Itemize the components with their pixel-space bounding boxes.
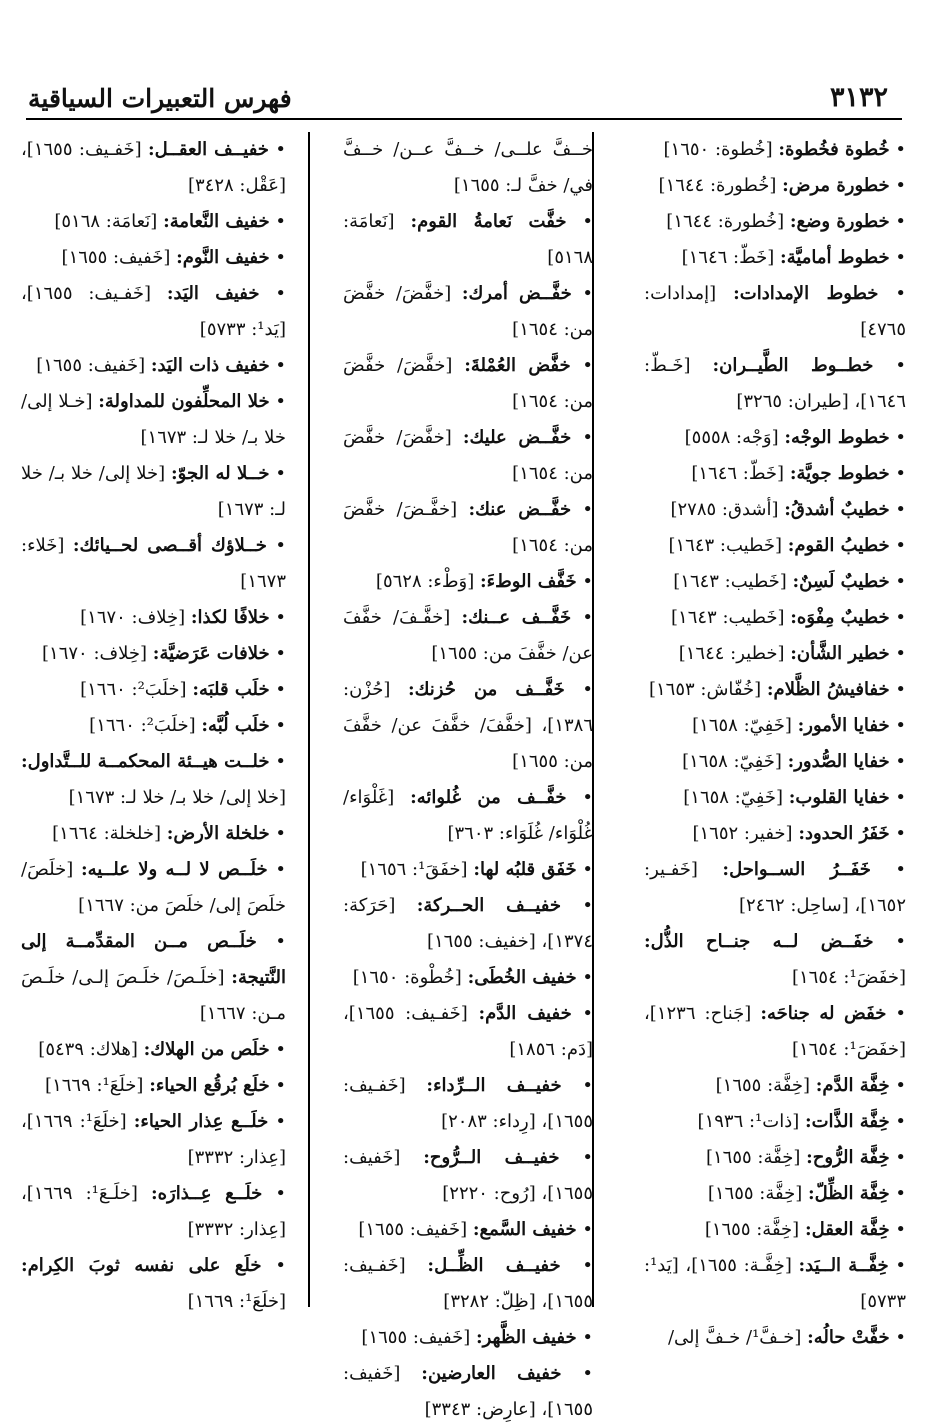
entry-headword: خلخلة الأرض: bbox=[166, 823, 270, 844]
entry-headword: خلَــص لا لــه ولا علــيه: bbox=[80, 859, 268, 880]
entry-reference: [خفَّـضَ/ خفَّضَ من: ١٦٥٤] bbox=[343, 499, 593, 556]
entry-headword: خفَّت نَعامةُ القوم: bbox=[410, 211, 567, 232]
entry-reference: [خلَـعَ¹: ١٦٦٩]، [عِذار: ٣٣٣٢] bbox=[21, 1183, 286, 1240]
index-entry bbox=[644, 672, 906, 708]
entry-reference: [ذات¹: ١٩٣٦] bbox=[697, 1111, 800, 1132]
entry-reference: [خَطيب: ١٦٤٣] bbox=[668, 535, 782, 556]
index-entry bbox=[644, 528, 906, 564]
entry-reference: [خَطّ: ١٦٤٦] bbox=[681, 247, 775, 268]
entry-headword: خفايا الصُّدور: bbox=[787, 751, 890, 772]
entry-reference: [خطير: ١٦٤٤] bbox=[678, 643, 785, 664]
index-entry bbox=[21, 1032, 286, 1068]
entry-reference: [خَفـيف: ١٦٥٥]، [رِداء: ٢٠٨٣] bbox=[343, 1075, 593, 1132]
entry-reference: [نَعامَة: ٥١٦٨] bbox=[343, 211, 593, 268]
entry-reference: [خلا إلى/ خلا بـ/ خلا لـ: ١٦٧٣] bbox=[68, 787, 286, 808]
entry-headword: خفيف الدَّم: bbox=[478, 1003, 572, 1024]
entry-reference: [خَفـيف: ١٦٥٥]، [يَد¹: ٥٧٣٣] bbox=[21, 283, 286, 340]
entry-reference: [هلاك: ٥٤٣٩] bbox=[38, 1039, 138, 1060]
entry-headword: خــلا له الجوّ: bbox=[171, 463, 270, 484]
index-entry bbox=[644, 1140, 906, 1176]
entry-headword: خفافيشُ الظَّلام: bbox=[766, 679, 890, 700]
entry-headword: خطيبٌ مِفْوَه: bbox=[790, 607, 890, 628]
index-entry bbox=[644, 348, 906, 420]
entry-headword: خُطوة فخُطوة: bbox=[778, 139, 890, 160]
entry-headword: خِفَّة الظِّلّ: bbox=[807, 1183, 890, 1204]
entry-headword: خطوط أماميَّة: bbox=[780, 247, 890, 268]
entry-headword: خفَّــض عنك: bbox=[468, 499, 572, 520]
entry-reference: [خفَّـفَ/ خفَّفَ عن/ خفَّفَ من: ١٦٥٥] bbox=[343, 607, 593, 664]
index-entry bbox=[343, 1248, 593, 1320]
entry-headword: خطورة مرض: bbox=[782, 175, 890, 196]
entry-reference: [خفَقَ¹: ١٦٥٦] bbox=[360, 859, 468, 880]
index-entry bbox=[21, 1176, 286, 1248]
entry-reference: [خلخلة: ١٦٦٤] bbox=[52, 823, 161, 844]
index-entry bbox=[644, 132, 906, 168]
index-entry bbox=[343, 888, 593, 960]
entry-headword: خطيبٌ أشدقُ: bbox=[784, 499, 890, 520]
index-entry bbox=[343, 132, 593, 204]
entry-reference: [جَناح: ١٢٣٦]، [خفَضَ¹: ١٦٥٤] bbox=[644, 1003, 906, 1060]
entry-headword: خطير الشَّأن: bbox=[790, 643, 890, 664]
index-entry bbox=[644, 1320, 906, 1356]
index-entry bbox=[21, 924, 286, 1032]
index-entry bbox=[644, 240, 906, 276]
index-entry bbox=[343, 492, 593, 564]
entry-reference: [خـفَّ¹/ خـفَّ إلى/ bbox=[667, 1327, 802, 1348]
entry-headword: خِفَّة الذَّات: bbox=[804, 1111, 890, 1132]
entry-headword: خفَض له جناحَه: bbox=[760, 1003, 887, 1024]
entry-headword: خلَص من الهلاك: bbox=[143, 1039, 270, 1060]
entry-reference: [غَلْوَاء/ غُلْوَاء/ غُلَوَاء: ٣٦٠٣] bbox=[343, 787, 593, 844]
entry-reference: [خُطوة: ١٦٥٠] bbox=[663, 139, 773, 160]
entry-reference: [إمدادات: ٤٧٦٥] bbox=[644, 283, 906, 340]
index-entry bbox=[644, 1176, 906, 1212]
column-divider-left bbox=[308, 132, 310, 1307]
entry-headword: خطوط جويَّة: bbox=[789, 463, 890, 484]
index-entry bbox=[21, 204, 286, 240]
index-entry bbox=[644, 1104, 906, 1140]
index-entry bbox=[343, 600, 593, 672]
index-entry bbox=[21, 708, 286, 744]
index-entry bbox=[644, 600, 906, 636]
entry-headword: خَفَق قلبُه لها: bbox=[473, 859, 577, 880]
index-entry bbox=[343, 996, 593, 1068]
entry-reference: [خِفَّـة: ١٦٥٥]، [يَد¹: ٥٧٣٣] bbox=[644, 1255, 906, 1312]
index-entry bbox=[343, 852, 593, 888]
entry-headword: خلافًا لكذا: bbox=[190, 607, 270, 628]
entry-headword: خلَــع عِــذارَه: bbox=[150, 1183, 263, 1204]
entry-headword: خفيف الظَّهر: bbox=[475, 1327, 577, 1348]
entry-reference: [خـلا إلى/ خلا بـ/ خلا لـ: ١٦٧٣] bbox=[21, 391, 286, 448]
index-entry bbox=[343, 348, 593, 420]
entry-headword: خلَــع عِذار الحياء: bbox=[133, 1111, 269, 1132]
page-number: ٣١٣٢ bbox=[829, 82, 888, 113]
entry-headword: خفايا القلوب: bbox=[788, 787, 890, 808]
entry-reference: [حَرَكة: ١٣٧٤]، [خفيف: ١٦٥٥] bbox=[343, 895, 593, 952]
index-entry bbox=[644, 708, 906, 744]
index-entry bbox=[644, 852, 906, 924]
entry-reference: [خلَـصَ/ خلَـصَ إلـى/ خلَـصَ مـن: ١٦٦٧] bbox=[21, 967, 286, 1024]
entry-reference: [خَفيف: ١٦٥٥] bbox=[61, 247, 171, 268]
page-header bbox=[26, 80, 902, 120]
index-entry bbox=[644, 1248, 906, 1320]
entry-reference: [خَفِيّ: ١٦٥٨] bbox=[682, 751, 782, 772]
entry-reference: [خَفـيف: ١٦٥٥]، [ظِلّ: ٣٢٨٢] bbox=[343, 1255, 593, 1312]
entry-headword: خلَع بُرقُع الحياء: bbox=[149, 1075, 270, 1096]
index-entry bbox=[21, 816, 286, 852]
index-entry bbox=[21, 348, 286, 384]
entry-headword: خفيف الخُطَى: bbox=[467, 967, 577, 988]
entry-headword: خطوط الإمدادات: bbox=[733, 283, 879, 304]
entry-reference: [خُطورة: ١٦٤٤] bbox=[666, 211, 785, 232]
entry-reference: [خَفـير: ١٦٥٢]، [ساحِل: ٢٤٦٢] bbox=[644, 859, 906, 916]
entry-reference: [خَلاء: ١٦٧٣] bbox=[21, 535, 286, 592]
entry-headword: خفَّــض عليك: bbox=[462, 427, 572, 448]
entry-reference: [خَفيف: ١٦٥٥]، [رُوح: ٢٢٢٠] bbox=[343, 1147, 593, 1204]
entry-reference: [خِفَّة: ١٦٥٥] bbox=[704, 1219, 800, 1240]
entry-headword: خفيف العارضين: bbox=[421, 1363, 562, 1384]
entry-reference: [خِلاف: ١٦٧٠] bbox=[42, 643, 148, 664]
running-title: فهرس التعبيرات السياقية bbox=[28, 84, 292, 113]
entry-headword: خفيف ذات اليَد: bbox=[150, 355, 270, 376]
entry-headword: خفيــف الحــركة: bbox=[416, 895, 561, 916]
entry-reference: [خَطّ: ١٦٤٦] bbox=[691, 463, 785, 484]
entry-reference: [خفَّضَ/ خفَّضَ من: ١٦٥٤] bbox=[343, 283, 593, 340]
index-entry bbox=[343, 1356, 593, 1428]
entry-reference: [خَـطّ: ١٦٤٦]، [طيران: ٣٢٦٥] bbox=[644, 355, 906, 412]
index-entry bbox=[21, 384, 286, 456]
entry-reference: [خلا إلى/ خلا بـ/ خلا لـ: ١٦٧٣] bbox=[21, 463, 286, 520]
index-entry bbox=[644, 456, 906, 492]
index-entry bbox=[21, 672, 286, 708]
index-entry bbox=[343, 420, 593, 492]
entry-headword: خلَب قلبَه: bbox=[192, 679, 270, 700]
entry-reference: خــفَّ علــى/ خــفَّ عــن/ خــفَّ في/ خفَّ لـ: ١٦٥٥] bbox=[343, 139, 593, 196]
entry-reference: [خفير: ١٦٥٢] bbox=[692, 823, 793, 844]
index-entry bbox=[644, 744, 906, 780]
index-entry bbox=[343, 1140, 593, 1212]
entry-reference: [خلَعَ¹: ١٦٦٩]، [عِذار: ٣٣٣٢] bbox=[21, 1111, 286, 1168]
entry-headword: خفيف النَّعامة: bbox=[163, 211, 270, 232]
entry-reference: [أشدق: ٢٧٨٥] bbox=[670, 499, 779, 520]
index-entry bbox=[644, 924, 906, 996]
entry-headword: خلَــص مــن المقدِّمــة إلى النَّتيجة: bbox=[21, 931, 286, 988]
entry-headword: خلَع على نفسه ثوبَ الكِرام: bbox=[21, 1255, 262, 1276]
entry-headword: خِفَّــة الــيَد: bbox=[798, 1255, 889, 1276]
entry-headword: خلافات عَرَضيَّة: bbox=[152, 643, 270, 664]
index-column-left bbox=[21, 132, 286, 1320]
entry-reference: [خِفَّة: ١٦٥٥] bbox=[705, 1147, 801, 1168]
entry-headword: خفيــف الــرِّداء: bbox=[426, 1075, 562, 1096]
entry-headword: خفايا الأمور: bbox=[797, 715, 890, 736]
entry-headword: خطيبٌ لَسِنٌ: bbox=[792, 571, 890, 592]
entry-headword: خفيف اليَد: bbox=[166, 283, 260, 304]
entry-reference: [خَطيب: ١٦٤٣] bbox=[671, 607, 785, 628]
index-entry bbox=[343, 960, 593, 996]
entry-headword: خلا المحلِّفون للمداولة: bbox=[98, 391, 270, 412]
entry-headword: خــلاؤك أقــصى لحــيائك: bbox=[72, 535, 267, 556]
entry-reference: [خفَضَ¹: ١٦٥٤] bbox=[791, 967, 906, 988]
entry-headword: خِفَّة الرُّوح: bbox=[806, 1147, 890, 1168]
entry-headword: خَفَــرُ الســواحل: bbox=[722, 859, 871, 880]
entry-headword: خطوط الوجْه: bbox=[784, 427, 890, 448]
entry-headword: خفَّــف من غُلوائه: bbox=[410, 787, 567, 808]
entry-reference: [خلَعَ¹: ١٦٦٩] bbox=[187, 1291, 286, 1312]
index-entry bbox=[21, 600, 286, 636]
index-entry bbox=[343, 564, 593, 600]
entry-headword: خلــت هيــئة المحكمــة للــتَّداول: bbox=[21, 751, 270, 772]
entry-reference: [خلَصَ/ خلَصَ إلى/ خلَصَ من: ١٦٦٧] bbox=[21, 859, 286, 916]
index-entry bbox=[21, 852, 286, 924]
entry-headword: خطــوط الطَّيــران: bbox=[712, 355, 874, 376]
entry-reference: [خلَعَ¹: ١٦٦٩] bbox=[45, 1075, 144, 1096]
index-entry bbox=[644, 996, 906, 1068]
entry-headword: خلَب لُبَّه: bbox=[201, 715, 270, 736]
entry-headword: خَفَّــف عــنك: bbox=[461, 607, 572, 628]
entry-reference: [خَفـيف: ١٦٥٥]، [عَقْل: ٣٤٢٨] bbox=[21, 139, 286, 196]
entry-reference: [خفَّضَ/ خفَّضَ من: ١٦٥٤] bbox=[343, 427, 593, 484]
index-entry bbox=[343, 276, 593, 348]
index-entry bbox=[644, 276, 906, 348]
index-entry bbox=[343, 780, 593, 852]
entry-headword: خفيــف الظِّــل: bbox=[427, 1255, 561, 1276]
index-entry bbox=[21, 1104, 286, 1176]
entry-reference: [وَطْء: ٥٦٢٨] bbox=[375, 571, 475, 592]
index-entry bbox=[21, 528, 286, 600]
index-entry bbox=[644, 816, 906, 852]
entry-headword: خِفَّة الدَّم: bbox=[815, 1075, 890, 1096]
entry-reference: [خِفَّة: ١٦٥٥] bbox=[707, 1183, 803, 1204]
entry-reference: [خَفِيّ: ١٦٥٨] bbox=[683, 787, 783, 808]
index-entry bbox=[644, 780, 906, 816]
entry-headword: خفَــض لــه جنــاح الذُّل: bbox=[644, 931, 874, 952]
index-column-middle bbox=[343, 132, 593, 1428]
entry-headword: خفيــف العقــل: bbox=[148, 139, 269, 160]
entry-headword: خفَّتْ حالُه: bbox=[807, 1327, 890, 1348]
entry-reference: [خَفيف: ١٦٥٥]، [عارِض: ٣٣٤٣] bbox=[343, 1363, 593, 1420]
entry-reference: [وَجْه: ٥٥٥٨] bbox=[684, 427, 779, 448]
entry-headword: خَفَّــف من حُزنك: bbox=[407, 679, 565, 700]
entry-headword: خفَّض العُمْلةَ: bbox=[464, 355, 571, 376]
index-entry bbox=[21, 744, 286, 816]
index-entry bbox=[21, 240, 286, 276]
entry-reference: [خَفـيف: ١٦٥٥]، [دَم: ١٨٥٦] bbox=[343, 1003, 593, 1060]
index-entry bbox=[343, 1212, 593, 1248]
entry-headword: خِفَّة العقل: bbox=[804, 1219, 890, 1240]
index-entry bbox=[21, 1248, 286, 1320]
entry-headword: خَفَّف الوطءَ: bbox=[479, 571, 577, 592]
index-entry bbox=[644, 1068, 906, 1104]
index-entry bbox=[21, 276, 286, 348]
entry-headword: خطيبُ القوم: bbox=[787, 535, 890, 556]
entry-reference: [خَطيب: ١٦٤٣] bbox=[673, 571, 787, 592]
index-entry bbox=[644, 168, 906, 204]
index-entry bbox=[343, 672, 593, 780]
index-entry bbox=[644, 420, 906, 456]
entry-reference: [حُزْن: ١٣٨٦]، [خفَّفَ/ خفَّفَ عن/ خفَّفَ من: ١٦٥٥] bbox=[343, 679, 593, 772]
index-entry bbox=[21, 636, 286, 672]
entry-headword: خفيف النَّوم: bbox=[176, 247, 270, 268]
entry-reference: [خِلاف: ١٦٧٠] bbox=[80, 607, 186, 628]
index-entry bbox=[343, 1068, 593, 1140]
index-entry bbox=[21, 456, 286, 528]
index-entry bbox=[644, 204, 906, 240]
entry-reference: [خُطورة: ١٦٤٤] bbox=[658, 175, 777, 196]
entry-reference: [خَفيف: ١٦٥٥] bbox=[358, 1219, 468, 1240]
entry-headword: خطورة وضع: bbox=[789, 211, 890, 232]
entry-reference: [خَفيف: ١٦٥٥] bbox=[361, 1327, 471, 1348]
index-entry bbox=[343, 1320, 593, 1356]
index-entry bbox=[21, 1068, 286, 1104]
entry-reference: [خَفيف: ١٦٥٥] bbox=[36, 355, 146, 376]
entry-reference: [خِفَّة: ١٦٥٥] bbox=[715, 1075, 811, 1096]
index-entry bbox=[21, 132, 286, 204]
index-entry bbox=[343, 204, 593, 276]
entry-headword: خفيف السَّمع: bbox=[472, 1219, 577, 1240]
entry-reference: [خلَبَ²: ١٦٦٠] bbox=[89, 715, 196, 736]
entry-reference: [خُطْوة: ١٦٥٠] bbox=[352, 967, 462, 988]
index-entry bbox=[644, 492, 906, 528]
entry-reference: [خفَّضَ/ خفَّضَ من: ١٦٥٤] bbox=[343, 355, 593, 412]
entry-headword: خفَّــض أمرك: bbox=[461, 283, 572, 304]
entry-reference: [خلَبَ²: ١٦٦٠] bbox=[80, 679, 187, 700]
index-entry bbox=[644, 1212, 906, 1248]
index-entry bbox=[644, 636, 906, 672]
index-column-right bbox=[644, 132, 906, 1356]
entry-headword: خفيــف الــرُّوح: bbox=[423, 1147, 560, 1168]
index-entry bbox=[644, 564, 906, 600]
entry-reference: [نَعامَة: ٥١٦٨] bbox=[54, 211, 158, 232]
entry-reference: [خُفّاش: ١٦٥٣] bbox=[648, 679, 762, 700]
entry-reference: [خَفِيّ: ١٦٥٨] bbox=[692, 715, 792, 736]
entry-headword: خَفَرُ الحدود: bbox=[798, 823, 890, 844]
